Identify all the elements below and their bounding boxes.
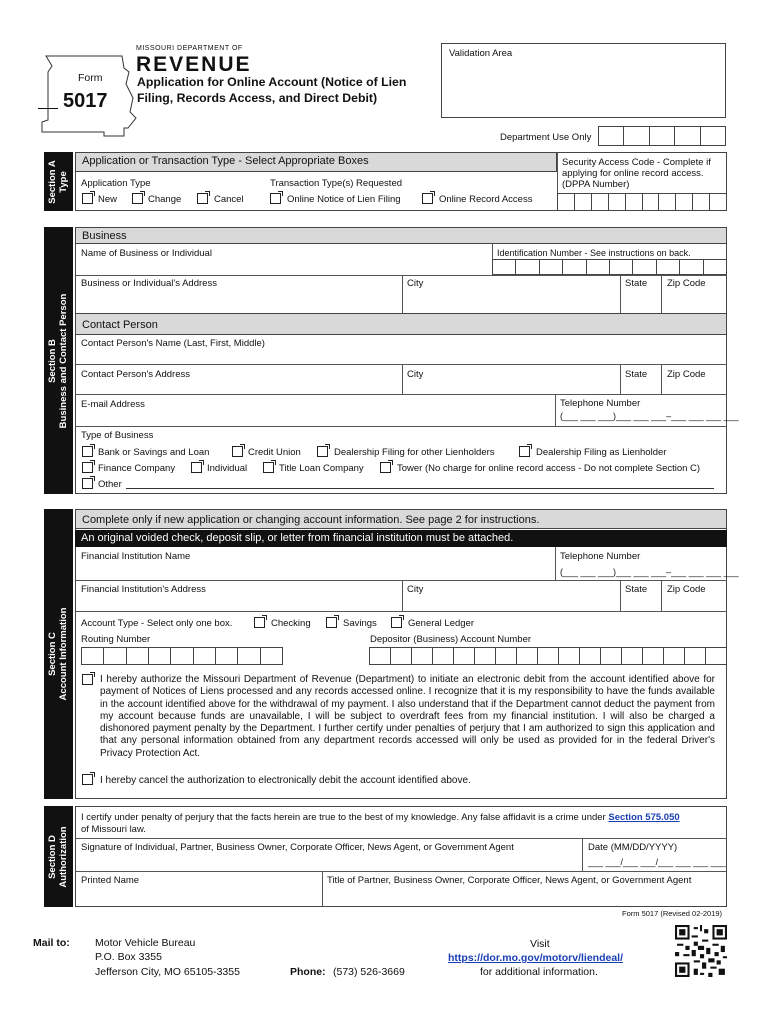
option-record-access: Online Record Access: [439, 194, 533, 205]
divider: [75, 275, 727, 276]
divider: [582, 838, 583, 871]
divider: [402, 364, 403, 394]
agency-name: REVENUE: [136, 53, 252, 76]
divider: [75, 838, 727, 839]
authorization-text: I hereby authorize the Missouri Department of Revenue (Department) to initiate an electronic debit from the account identified above for payment of Notices of Liens processed and any records accessed online. I recognize that it is my responsibility to have the funds available in the account identified above for the withdrawal of my payment. I also understand that if the Department cannot deduct the payment from my account because funds are unavailable, I will be subject to overdraft fees from my financial institution. I will also be charged a dishonored payment penalty by the Department. I further certify under penalties of perjury that I am authorized to sign this application and that any personal information obtained from any department records accessed will only be used as provided for in the federal Driver's Privacy Protection Act.: [100, 674, 715, 759]
divider: [402, 275, 403, 313]
account-type-label: Account Type - Select only one box.: [81, 618, 233, 629]
divider: [620, 580, 621, 611]
form-revision: Form 5017 (Revised 02-2019): [622, 909, 723, 918]
biz-dealer-lienholder: Dealership Filing as Lienholder: [536, 447, 667, 458]
fi-zip-label: Zip Code: [667, 584, 706, 595]
divider: [620, 275, 621, 313]
cancel-authorization-text: I hereby cancel the authorization to electronically debit the account identified above.: [100, 775, 471, 786]
option-general-ledger: General Ledger: [408, 618, 475, 629]
biz-other: Other: [98, 479, 122, 490]
biz-title-loan: Title Loan Company: [279, 463, 364, 474]
section-a-tab: [44, 152, 73, 211]
divider: [661, 275, 662, 313]
mail-address-line2: P.O. Box 3355: [95, 951, 162, 963]
biz-dealer-other: Dealership Filing for other Lienholders: [334, 447, 495, 458]
section-c-sublabel: Account Information: [57, 607, 69, 701]
signature-label: Signature of Individual, Partner, Business Owner, Corporate Officer, News Agent, or Government Agent: [81, 842, 514, 853]
phone-value: (573) 526-3669: [333, 966, 405, 978]
validation-area: [441, 43, 726, 118]
other-input-line[interactable]: [126, 488, 714, 489]
option-savings: Savings: [343, 618, 377, 629]
additional-info-label: for additional information.: [480, 966, 598, 978]
certify-statement: I certify under penalty of perjury that the facts herein are true to the best of my knowledge. Any false affidavit is a crime under: [81, 812, 609, 823]
biz-individual: Individual: [207, 463, 248, 474]
fi-city-label: City: [407, 584, 424, 595]
divider: [620, 364, 621, 394]
security-code-boxes[interactable]: [557, 193, 727, 211]
attachment-notice: An original voided check, deposit slip, or letter from financial institution must be attached.: [75, 530, 727, 547]
checkbox-general-ledger[interactable]: [391, 617, 402, 628]
checkbox-finance[interactable]: [82, 462, 93, 473]
divider: [75, 871, 727, 872]
checkbox-bank[interactable]: [82, 446, 93, 457]
biz-bank: Bank or Savings and Loan: [98, 447, 210, 458]
business-zip-label: Zip Code: [667, 278, 706, 289]
fi-address-label: Financial Institution's Address: [81, 584, 206, 595]
option-checking: Checking: [271, 618, 311, 629]
checkbox-savings[interactable]: [326, 617, 337, 628]
checkbox-change[interactable]: [132, 193, 143, 204]
checkbox-dealer-other[interactable]: [317, 446, 328, 457]
form-title-line1: Application for Online Account (Notice of Lien: [137, 75, 407, 89]
fi-telephone-label: Telephone Number: [560, 551, 641, 562]
checkbox-record-access[interactable]: [422, 193, 433, 204]
section-d-tab: [44, 806, 73, 907]
id-number-boxes[interactable]: [492, 259, 727, 275]
section-b-label: Section B: [46, 338, 58, 383]
application-type-label: Application Type: [81, 178, 151, 189]
routing-label: Routing Number: [81, 634, 151, 645]
certify-tail: of Missouri law.: [81, 824, 146, 836]
date-label: Date (MM/DD/YYYY): [588, 842, 678, 853]
transaction-types-label: Transaction Type(s) Requested: [270, 178, 403, 189]
divider: [322, 871, 323, 907]
form-title-line2: Filing, Records Access, and Direct Debit): [137, 91, 378, 105]
mail-address-line1: Motor Vehicle Bureau: [95, 937, 196, 949]
contact-address-label: Contact Person's Address: [81, 369, 191, 380]
business-name-label: Name of Business or Individual: [81, 248, 212, 259]
contact-city-label: City: [407, 369, 424, 380]
mail-address-line3: Jefferson City, MO 65105-3355: [95, 966, 240, 978]
depositor-account-label: Depositor (Business) Account Number: [370, 634, 532, 645]
section-a-sublabel: Type: [57, 170, 69, 193]
divider: [75, 364, 727, 365]
section-b-tab: [44, 227, 73, 494]
checkbox-individual[interactable]: [191, 462, 202, 473]
business-bar: Business: [75, 227, 727, 244]
security-code-label: Security Access Code - Complete if applying for online record access. (DPPA Number): [562, 157, 711, 190]
checkbox-dealer-lienholder[interactable]: [519, 446, 530, 457]
section-d-sublabel: Authorization: [57, 825, 69, 888]
checkbox-lien-filing[interactable]: [270, 193, 281, 204]
title-label: Title of Partner, Business Owner, Corporate Officer, News Agent, or Government Agent: [327, 875, 692, 886]
type-of-business-label: Type of Business: [81, 430, 154, 441]
divider: [555, 394, 556, 426]
date-field[interactable]: ___ ___/___ ___/___ ___ ___ ___: [588, 857, 726, 867]
checkbox-credit-union[interactable]: [232, 446, 243, 457]
divider: [75, 394, 727, 395]
section-b-sublabel: Business and Contact Person: [57, 293, 69, 428]
option-lien-filing: Online Notice of Lien Filing: [287, 194, 401, 205]
fi-state-label: State: [625, 584, 648, 595]
mail-to-label: Mail to:: [33, 937, 70, 949]
section-c-label: Section C: [46, 632, 58, 676]
option-new: New: [98, 194, 118, 205]
biz-tower: Tower (No charge for online record access - Do not complete Section C): [397, 463, 701, 474]
checkbox-other[interactable]: [82, 478, 93, 489]
checkbox-tower[interactable]: [380, 462, 391, 473]
section-c-bar: Complete only if new application or changing account information. See page 2 for instructions.: [75, 509, 727, 529]
business-state-label: State: [625, 278, 648, 289]
section-c-tab: [44, 509, 73, 799]
checkbox-authorize-debit[interactable]: [82, 674, 93, 685]
statute-link[interactable]: Section 575.050: [608, 812, 680, 823]
divider: [75, 426, 727, 427]
form-number: 5017: [63, 90, 108, 112]
divider: [661, 364, 662, 394]
divider: [661, 580, 662, 611]
checkbox-new[interactable]: [82, 193, 93, 204]
checkbox-title-loan[interactable]: [263, 462, 274, 473]
validation-area-label: Validation Area: [449, 48, 513, 59]
phone-label: Phone:: [290, 966, 326, 978]
qr-code-icon: [675, 925, 727, 977]
checkbox-cancel[interactable]: [197, 193, 208, 204]
agency-label: MISSOURI DEPARTMENT OF: [136, 45, 243, 52]
business-address-label: Business or Individual's Address: [81, 278, 217, 289]
contact-telephone-field[interactable]: (___ ___ ___)___ ___ ___–___ ___ ___ ___: [560, 411, 739, 421]
fi-telephone-field[interactable]: (___ ___ ___)___ ___ ___–___ ___ ___ ___: [560, 567, 739, 577]
email-label: E-mail Address: [81, 399, 145, 410]
section-d-label: Section D: [46, 834, 58, 879]
divider: [555, 547, 556, 580]
business-city-label: City: [407, 278, 424, 289]
contact-person-bar: Contact Person: [75, 313, 727, 335]
account-number-boxes[interactable]: [369, 647, 727, 665]
checkbox-cancel-authorization[interactable]: [82, 774, 93, 785]
dept-use-only-label: Department Use Only: [500, 132, 592, 143]
checkbox-checking[interactable]: [254, 617, 265, 628]
option-cancel: Cancel: [214, 194, 244, 205]
section-a-bar: Application or Transaction Type - Select Appropriate Boxes: [75, 152, 557, 172]
fi-name-label: Financial Institution Name: [81, 551, 191, 562]
form-word: Form: [78, 72, 103, 84]
section-a-label: Section A: [46, 159, 58, 204]
contact-telephone-label: Telephone Number: [560, 398, 641, 409]
divider: [75, 580, 727, 581]
website-link[interactable]: https://dor.mo.gov/motorv/liendeal/: [448, 952, 624, 964]
biz-finance: Finance Company: [98, 463, 176, 474]
contact-name-label: Contact Person's Name (Last, First, Middle): [81, 338, 265, 349]
routing-number-boxes[interactable]: [81, 647, 283, 665]
contact-state-label: State: [625, 369, 648, 380]
divider: [38, 108, 58, 109]
biz-credit-union: Credit Union: [248, 447, 301, 458]
divider: [75, 611, 727, 612]
visit-label: Visit: [530, 938, 550, 950]
option-change: Change: [148, 194, 182, 205]
divider: [402, 580, 403, 611]
id-number-label: Identification Number - See instructions on back.: [497, 248, 691, 258]
certify-text: [81, 812, 721, 837]
dept-use-only-boxes[interactable]: [598, 126, 726, 146]
contact-zip-label: Zip Code: [667, 369, 706, 380]
printed-name-label: Printed Name: [81, 875, 140, 886]
